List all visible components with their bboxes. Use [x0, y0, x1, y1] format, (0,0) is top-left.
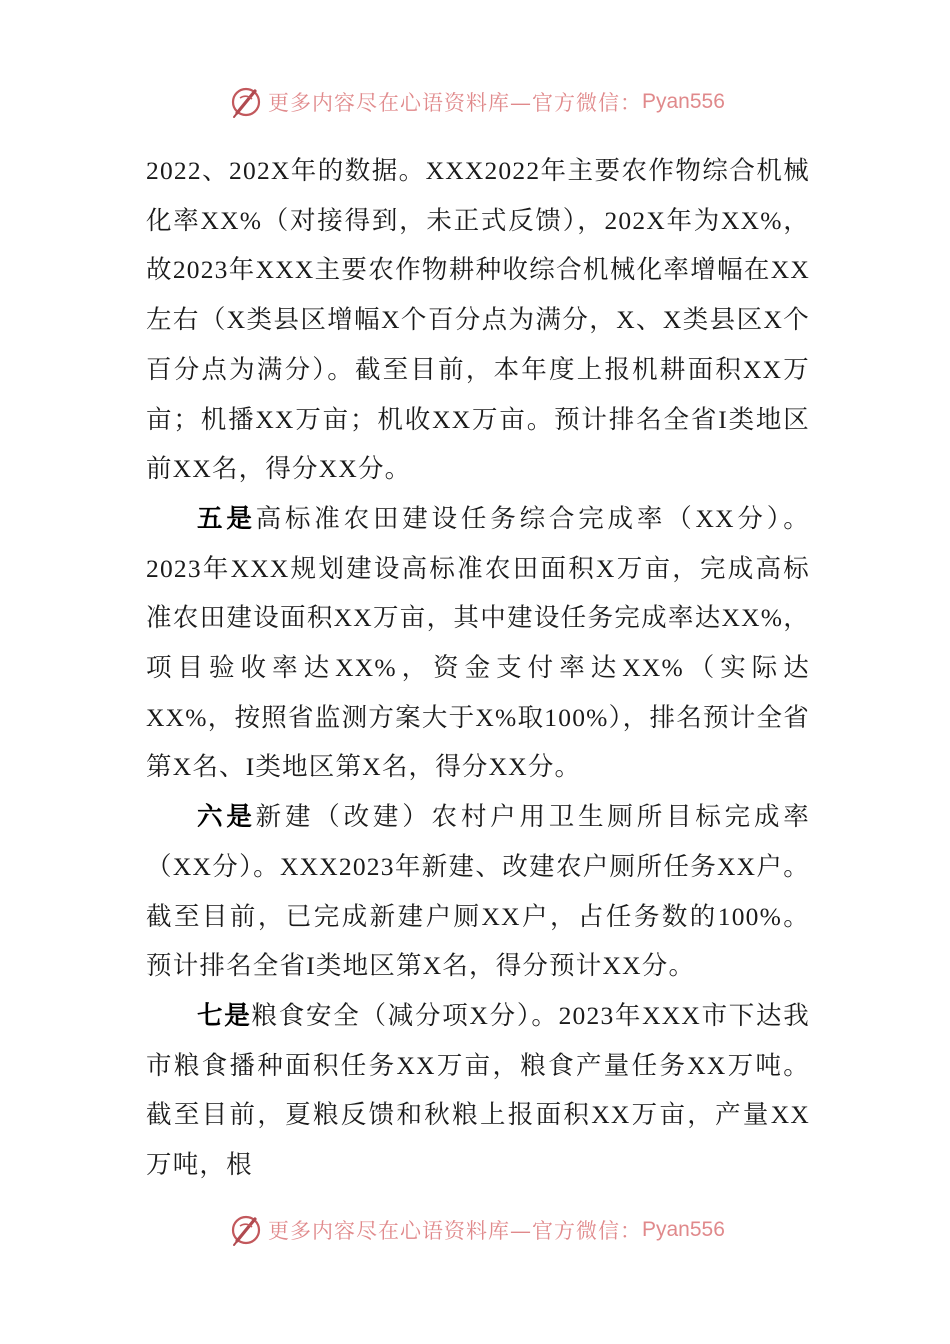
paragraph-4-lead: 七是 [197, 1000, 252, 1030]
paragraph-3-lead: 六是 [197, 802, 256, 832]
pen-circle-logo-icon [228, 1212, 264, 1248]
paragraph-3-text: 新建（改建）农村户用卫生厕所目标完成率（XX分）。XXX2023年新建、改建农户厕所任务XX户。截至目前，已完成新建户厕XX户，占任务数的100%。预计排名全省I类地区第X名，得分预计XX分。 [146, 802, 810, 981]
footer-wechat-id: Pyan556 [642, 1218, 725, 1241]
paragraph-2-text: 高标准农田建设任务综合完成率（XX分）。2023年XXX规划建设高标准农田面积X万亩，完成高标准农田建设面积XX万亩，其中建设任务完成率达XX%，项目验收率达XX%，资金支付率达XX%（实际达XX%，按照省监测方案大于X%取100%），排名预计全省第X名、I类地区第X名，得分XX分。 [146, 503, 810, 782]
footer-banner [0, 1206, 950, 1254]
paragraph-4-text: 粮食安全（减分项X分）。2023年XXX市下达我市粮食播种面积任务XX万亩，粮食产量任务XX万吨。截至目前，夏粮反馈和秋粮上报面积XX万亩，产量XX万吨，根 [146, 1000, 810, 1180]
paragraph-1-text: 2022、202X年的数据。XXX2022年主要农作物综合机械化率XX%（对接得到，未正式反馈），202X年为XX%，故2023年XXX主要农作物耕种收综合机械化率增幅在XX左右（X类县区增幅X个百分点为满分，X、X类县区X个百分点为满分）。截至目前，本年度上报机耕面积XX万亩；机播XX万亩；机收XX万亩。预计排名全省I类地区前XX名，得分XX分。 [146, 156, 810, 484]
header-wechat-id: Pyan556 [642, 90, 725, 113]
paragraph-4 [146, 991, 810, 1190]
footer-banner-row [228, 1206, 725, 1254]
paragraph-1 [146, 146, 810, 494]
footer-banner-text: 更多内容尽在心语资料库—官方微信： [268, 1219, 642, 1243]
paragraph-2-lead: 五是 [197, 503, 256, 533]
pen-circle-logo-icon [228, 84, 264, 120]
paragraph-2 [146, 494, 810, 792]
document-body [146, 146, 810, 1190]
header-banner-text: 更多内容尽在心语资料库—官方微信： [268, 91, 642, 115]
header-banner [0, 78, 950, 126]
paragraph-3 [146, 792, 810, 991]
header-banner-row [228, 78, 725, 126]
